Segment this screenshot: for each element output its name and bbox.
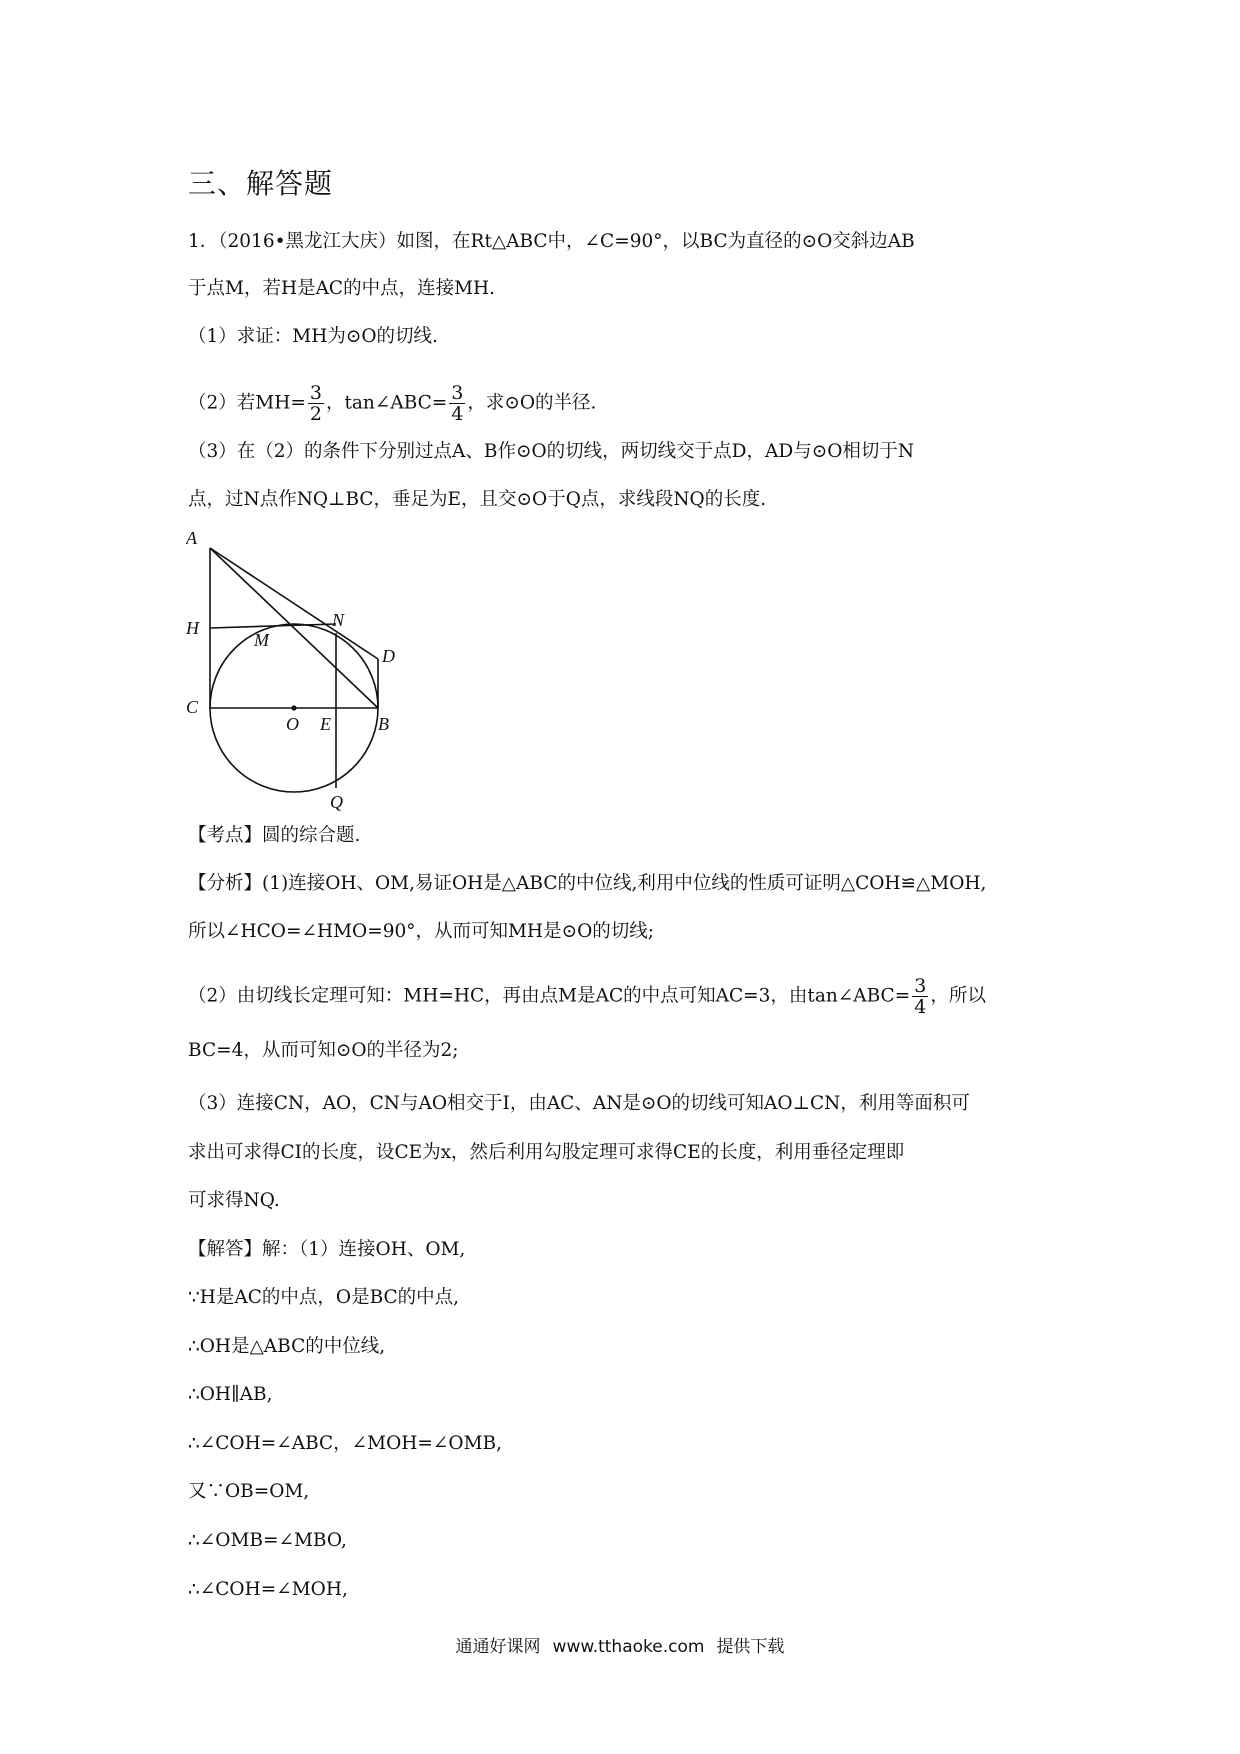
label-d: D [382, 646, 395, 666]
center-point-o [291, 705, 296, 710]
fraction-denominator: 4 [914, 996, 927, 1018]
fraction-numerator: 3 [451, 382, 464, 404]
fraction-tan [449, 383, 465, 424]
analysis-line-1: 【分析】(1)连接OH、OM,易证OH是△ABC的中位线,利用中位线的性质可证明△COH≌△MOH, [188, 873, 987, 894]
analysis-line-5: （3）连接CN，AO，CN与AO相交于I，由AC、AN是⊙O的切线可知AO⊥CN，利用等面积可 [188, 1093, 970, 1114]
kaodian: 【考点】圆的综合题. [188, 825, 361, 846]
fraction-denominator: 4 [451, 403, 464, 425]
segment-ad [210, 548, 378, 659]
page-footer [0, 1632, 1240, 1657]
solution-line-2: ∵H是AC的中点，O是BC的中点, [188, 1287, 460, 1308]
geometry-figure [186, 528, 416, 813]
question-2-prefix: （2）若MH= [188, 392, 306, 414]
solution-line-7: ∴∠OMB=∠MBO, [188, 1530, 347, 1551]
analysis-line-2: 所以∠HCO=∠HMO=90°，从而可知MH是⊙O的切线; [188, 921, 654, 942]
solution-line-5: ∴∠COH=∠ABC，∠MOH=∠OMB, [188, 1433, 503, 1454]
problem-line-2: 于点M，若H是AC的中点，连接MH. [188, 278, 496, 299]
fraction-numerator: 3 [309, 382, 322, 404]
fraction-mh [308, 383, 324, 424]
footer-site-name: 通通好课网 [455, 1637, 541, 1657]
solution-line-1: 【解答】解：（1）连接OH、OM, [188, 1239, 466, 1260]
label-o: O [286, 714, 299, 734]
analysis-line-4: BC=4，从而可知⊙O的半径为2; [188, 1040, 459, 1061]
fraction-numerator: 3 [914, 975, 927, 997]
analysis-line-6: 求出可求得CI的长度，设CE为x，然后利用勾股定理可求得CE的长度，利用垂径定理即 [188, 1142, 905, 1163]
label-b: B [378, 714, 389, 734]
footer-url[interactable]: www.tthaoke.com [552, 1637, 705, 1657]
solution-line-4: ∴OH∥AB, [188, 1384, 273, 1405]
solution-line-3: ∴OH是△ABC的中位线, [188, 1336, 386, 1357]
label-c: C [186, 697, 199, 717]
fraction-tan-analysis [912, 976, 928, 1017]
label-h: H [186, 618, 199, 638]
footer-note: 提供下载 [716, 1637, 785, 1657]
section-title: 三、解答题 [188, 167, 334, 200]
solution-line-6: 又∵OB=OM, [188, 1481, 310, 1502]
question-2 [188, 383, 596, 424]
label-m: M [254, 630, 269, 650]
question-2-mid: ，tan∠ABC= [325, 392, 448, 414]
question-2-suffix: ，求⊙O的半径. [467, 392, 597, 414]
analysis-line-3-suffix: ，所以 [930, 985, 986, 1007]
fraction-denominator: 2 [309, 403, 322, 425]
analysis-line-7: 可求得NQ. [188, 1190, 280, 1211]
geometry-diagram [186, 528, 416, 813]
label-q: Q [330, 792, 343, 812]
problem-line-1: 1．（2016•黑龙江大庆）如图，在Rt△ABC中，∠C=90°，以BC为直径的⊙O交斜边AB [188, 231, 915, 252]
label-e: E [320, 714, 331, 734]
question-1: （1）求证：MH为⊙O的切线. [188, 326, 438, 347]
solution-line-8: ∴∠COH=∠MOH, [188, 1579, 348, 1600]
question-3-line-1: （3）在（2）的条件下分别过点A、B作⊙O的切线，两切线交于点D，AD与⊙O相切于N [188, 441, 915, 462]
label-a: A [186, 528, 197, 548]
label-n: N [332, 610, 345, 630]
analysis-line-3-prefix: （2）由切线长定理可知：MH=HC，再由点M是AC的中点可知AC=3，由tan∠ABC= [188, 985, 911, 1007]
analysis-line-3 [188, 976, 986, 1017]
question-3-line-2: 点，过N点作NQ⊥BC，垂足为E，且交⊙O于Q点，求线段NQ的长度. [188, 489, 767, 510]
